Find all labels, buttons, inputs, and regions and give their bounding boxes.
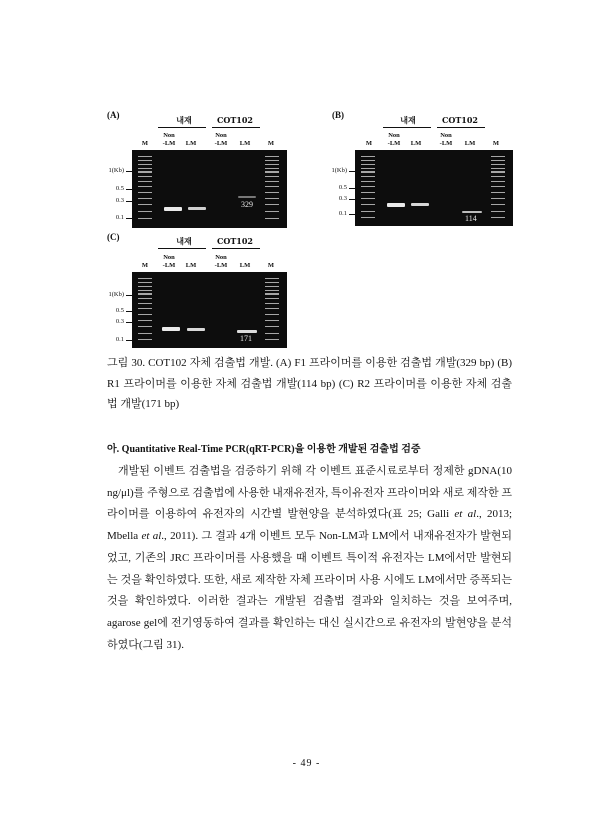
gel-image: [132, 272, 287, 348]
section-heading: 아. Quantitative Real-Time PCR(qRT-PCR)을 이용한 개발된 검출법 검증: [107, 444, 421, 455]
figure-caption: 그림 30. COT102 자체 검출법 개발. (A) F1 프라이머를 이용한 검출법 개발(329 bp) (B) R1 프라이머를 이용한 자체 검출법 개발(114 bp) (C) R2 프라이머를 이용한 자체 검출법 개발(171 bp): [107, 357, 512, 410]
size-label: 0.5: [115, 307, 124, 314]
size-label: 1(Kb): [331, 167, 347, 174]
pcr-band: [187, 328, 205, 331]
size-label: 0.3: [115, 318, 124, 325]
size-label: 0.5: [338, 184, 347, 191]
amplicon-size-label: 171: [240, 334, 252, 343]
lane-label: LM: [185, 140, 197, 147]
pcr-band: [387, 203, 405, 207]
panel-letter: (B): [332, 110, 344, 120]
pcr-band: [462, 211, 482, 213]
lane-label: M: [492, 140, 500, 147]
group-underline: [158, 127, 206, 128]
lane-label: Non -LM: [387, 132, 401, 147]
lane-label: LM: [410, 140, 422, 147]
group-label-cot102: COT102: [217, 115, 253, 125]
amplicon-size-label: 329: [241, 200, 253, 209]
group-label-endogenous: 내재: [176, 236, 192, 246]
pcr-band: [237, 330, 257, 333]
group-label-endogenous: 내재: [400, 115, 416, 125]
size-label: 1(Kb): [108, 291, 124, 298]
amplicon-size-label: 114: [465, 214, 477, 223]
lane-label: Non -LM: [214, 254, 228, 269]
lane-label: M: [141, 262, 149, 269]
size-label: 0.5: [115, 185, 124, 192]
group-label-cot102: COT102: [442, 115, 478, 125]
pcr-band: [238, 196, 256, 198]
group-underline: [212, 248, 260, 249]
size-label: 0.3: [338, 195, 347, 202]
lane-label: M: [365, 140, 373, 147]
gel-image: [355, 150, 513, 226]
body-text-italic: et al: [454, 508, 477, 521]
page-number: - 49 -: [292, 758, 321, 769]
lane-label: M: [141, 140, 149, 147]
body-text-part: ., 2011). 그 결과 4개 이벤트 모두 Non-LM과 LM에서 내재유전자가 발현되었고, 기존의 JRC 프라이머를 사용했을 때 이벤트 특이적 유전자는 LM에서만 발현되는 것을 확인하였다. 또한, 새로 제작한 자체 프라이머 사용 시에도 LM에서만 증폭되는 것을 확인하였다. 이러한 결과는 개발된 검출법 결과와 일치하는 것을 보여주며, agarose gel에 전기영동하여 결과를 확인하는 대신 실시간으로 유전자의 발현양을 분석하였다(그림 31).: [107, 530, 512, 651]
pcr-band: [162, 327, 180, 331]
size-label: 0.3: [115, 197, 124, 204]
size-label: 0.1: [115, 214, 124, 221]
gel-image: [132, 150, 287, 228]
pcr-band: [164, 207, 182, 211]
group-label-endogenous: 내재: [176, 115, 192, 125]
pcr-band: [411, 203, 429, 206]
lane-label: Non -LM: [162, 254, 176, 269]
group-underline: [158, 248, 206, 249]
panel-letter: (A): [107, 110, 120, 120]
lane-label: LM: [239, 262, 251, 269]
lane-label: M: [267, 262, 275, 269]
lane-label: M: [267, 140, 275, 147]
size-label: 1(Kb): [108, 167, 124, 174]
panel-letter: (C): [107, 232, 120, 242]
lane-label: LM: [464, 140, 476, 147]
body-text-italic: et al: [141, 530, 162, 543]
lane-label: Non -LM: [162, 132, 176, 147]
lane-label: LM: [239, 140, 251, 147]
lane-label: Non -LM: [214, 132, 228, 147]
lane-label: LM: [185, 262, 197, 269]
size-label: 0.1: [115, 336, 124, 343]
group-underline: [212, 127, 260, 128]
group-underline: [437, 127, 485, 128]
lane-label: Non -LM: [439, 132, 453, 147]
pcr-band: [188, 207, 206, 210]
group-underline: [383, 127, 431, 128]
body-text-part: 개발된 이벤트 검출법을 검증하기 위해 각 이벤트 표준시료로부터 정제한 gDNA(10 ng/μl)를 주형으로 검출법에 사용한 내재유전자, 특이유전자 프라이머와 새로 제작한 프라이머를 이용하여 유전자의 시간별 발현양을 분석하였다(표 25; Galli: [107, 465, 512, 521]
size-label: 0.1: [338, 210, 347, 217]
body-paragraph: [107, 461, 512, 656]
group-label-cot102: COT102: [217, 236, 253, 246]
body-text-part: ., 2013; Mbella: [107, 508, 512, 543]
